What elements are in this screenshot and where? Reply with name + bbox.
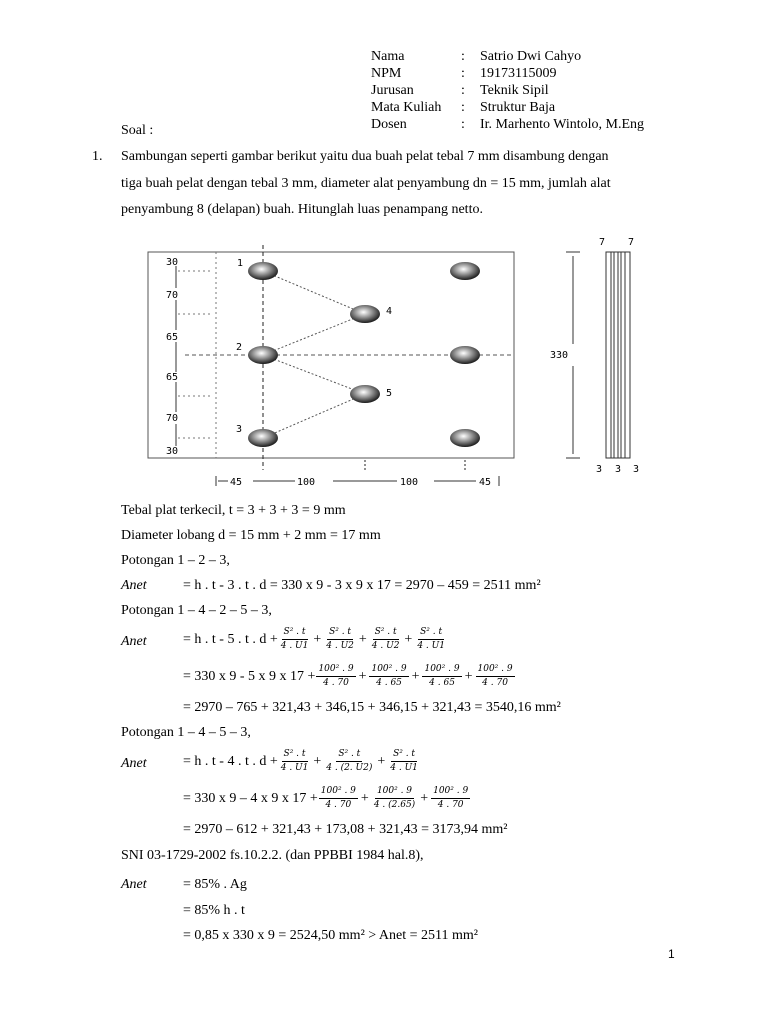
bolt-label-2: 2 xyxy=(236,342,243,353)
info-colon: : xyxy=(461,100,465,115)
dim-side-top-right: 7 xyxy=(628,237,635,248)
info-label-jurusan: Jurusan xyxy=(371,83,414,98)
info-value-dosen: Ir. Marhento Wintolo, M.Eng xyxy=(480,117,645,132)
fraction: $\frac{\text{S² . t}}{4 . U1}$ xyxy=(417,627,445,651)
dim-bottom-45-left: 45 xyxy=(230,477,243,488)
anet-label: Anet xyxy=(121,756,147,771)
sni-reference: SNI 03-1729-2002 fs.10.2.2. (dan PPBBI 1984 hal.8), xyxy=(121,848,424,863)
dim-left-65-bottom: 65 xyxy=(166,372,179,383)
cut-3-substitution xyxy=(183,786,471,811)
dim-bottom-100-right: 100 xyxy=(400,477,419,488)
info-label-nama: Nama xyxy=(371,49,405,64)
fraction: $\frac{\text{S² . t}}{4 . U1}$ xyxy=(280,749,309,773)
plus-sign: + xyxy=(377,753,386,769)
cut-3-title: Potongan 1 – 4 – 5 – 3, xyxy=(121,725,251,740)
dim-left-65-top: 65 xyxy=(166,332,179,343)
bolt-4 xyxy=(350,305,380,323)
bolt-8 xyxy=(450,429,480,447)
plus-sign: + xyxy=(464,668,473,684)
anet-label: Anet xyxy=(121,877,147,892)
dim-side-330: 330 xyxy=(550,350,569,361)
formula-prefix: = 330 x 9 – 4 x 9 x 17 + xyxy=(183,790,318,806)
cut-1-title: Potongan 1 – 2 – 3, xyxy=(121,553,230,568)
page-number: 1 xyxy=(668,947,675,961)
bolt-label-5: 5 xyxy=(386,388,393,399)
solution-thickness: Tebal plat terkecil, t = 3 + 3 + 3 = 9 mm xyxy=(121,503,346,518)
bolt-7 xyxy=(450,346,480,364)
anet-label: Anet xyxy=(121,634,147,649)
fraction: $\frac{\text{100² . 9}}{4 . 65}$ xyxy=(424,664,460,688)
dim-left-30-top: 30 xyxy=(166,257,179,268)
bolt-3 xyxy=(248,429,278,447)
dim-bottom-45-right: 45 xyxy=(479,477,492,488)
plus-sign: + xyxy=(360,790,369,806)
plus-sign: + xyxy=(358,631,367,647)
bolt-1 xyxy=(248,262,278,280)
bolt-6 xyxy=(450,262,480,280)
bolt-2 xyxy=(248,346,278,364)
plus-sign: + xyxy=(313,753,322,769)
bolt-label-4: 4 xyxy=(386,306,393,317)
info-value-npm: 19173115009 xyxy=(480,66,557,81)
info-label-npm: NPM xyxy=(371,66,402,81)
question-line-2: tiga buah pelat dengan tebal 3 mm, diameter alat penyambung dn = 15 mm, jumlah alat xyxy=(121,176,611,191)
dim-left-70-bottom: 70 xyxy=(166,413,179,424)
formula-prefix: = h . t - 5 . t . d + xyxy=(183,631,278,647)
dim-side-top-left: 7 xyxy=(599,237,606,248)
cut-2-title: Potongan 1 – 4 – 2 – 5 – 3, xyxy=(121,603,272,618)
bolt-5 xyxy=(350,385,380,403)
fraction: $\frac{\text{100² . 9}}{4 . 65}$ xyxy=(371,664,407,688)
info-colon: : xyxy=(461,66,465,81)
info-value-nama: Satrio Dwi Cahyo xyxy=(480,49,582,64)
sni-equation-3: = 0,85 x 330 x 9 = 2524,50 mm² > Anet = 2511 mm² xyxy=(183,928,478,943)
fraction: $\frac{\text{100² . 9}}{4 . 70}$ xyxy=(318,664,354,688)
cut-1-equation: = h . t - 3 . t . d = 330 x 9 - 3 x 9 x 17 = 2970 – 459 = 2511 mm² xyxy=(183,578,541,593)
formula-prefix: = h . t - 4 . t . d + xyxy=(183,753,278,769)
info-value-jurusan: Teknik Sipil xyxy=(480,83,549,98)
dim-bottom-100-left: 100 xyxy=(297,477,316,488)
info-colon: : xyxy=(461,83,465,98)
fraction: $\frac{\text{100² . 9}}{4 . 70}$ xyxy=(477,664,513,688)
connection-diagram xyxy=(140,228,660,490)
cut-2-substitution xyxy=(183,664,516,689)
fraction: $\frac{\text{100² . 9}}{4 . 70}$ xyxy=(320,786,356,810)
info-colon: : xyxy=(461,117,465,132)
bolt-label-3: 3 xyxy=(236,424,243,435)
cut-2-result: = 2970 – 765 + 321,43 + 346,15 + 346,15 + 321,43 = 3540,16 mm² xyxy=(183,700,561,715)
plus-sign: + xyxy=(411,668,420,684)
info-label-dosen: Dosen xyxy=(371,117,407,132)
dim-left-70-top: 70 xyxy=(166,290,179,301)
bolt-label-1: 1 xyxy=(237,258,244,269)
info-colon: : xyxy=(461,49,465,64)
plus-sign: + xyxy=(358,668,367,684)
anet-label: Anet xyxy=(121,578,147,593)
cut-2-formula xyxy=(183,627,448,652)
cut-3-formula xyxy=(183,749,421,774)
soal-label: Soal : xyxy=(121,123,154,138)
dim-side-bottom-1: 3 xyxy=(596,464,603,475)
dim-side-bottom-3: 3 xyxy=(633,464,640,475)
sni-equation-2: = 85% h . t xyxy=(183,903,245,918)
fraction: $\frac{\text{S² . t}}{4 . U1}$ xyxy=(280,627,309,651)
formula-prefix: = 330 x 9 - 5 x 9 x 17 + xyxy=(183,668,316,684)
fraction: $\frac{\text{S² . t}}{4 . U1}$ xyxy=(390,749,418,773)
cut-3-result: = 2970 – 612 + 321,43 + 173,08 + 321,43 = 3173,94 mm² xyxy=(183,822,508,837)
question-line-1: Sambungan seperti gambar berikut yaitu dua buah pelat tebal 7 mm disambung dengan xyxy=(121,149,609,164)
dim-left-30-bottom: 30 xyxy=(166,446,179,457)
plus-sign: + xyxy=(420,790,429,806)
fraction: $\frac{\text{S² . t}}{4 . (2. U2)}$ xyxy=(326,749,373,773)
question-number: 1. xyxy=(92,149,103,164)
side-view xyxy=(566,252,630,458)
dim-side-bottom-2: 3 xyxy=(615,464,622,475)
fraction: $\frac{\text{S² . t}}{4 . U2}$ xyxy=(371,627,400,651)
fraction: $\frac{\text{100² . 9}}{4 . (2.65)}$ xyxy=(373,786,416,810)
question-line-3: penyambung 8 (delapan) buah. Hitunglah luas penampang netto. xyxy=(121,202,483,217)
info-value-matakuliah: Struktur Baja xyxy=(480,100,556,115)
solution-hole-diameter: Diameter lobang d = 15 mm + 2 mm = 17 mm xyxy=(121,528,381,543)
fraction: $\frac{\text{100² . 9}}{4 . 70}$ xyxy=(433,786,469,810)
info-label-matakuliah: Mata Kuliah xyxy=(371,100,442,115)
sni-equation-1: = 85% . Ag xyxy=(183,877,247,892)
plus-sign: + xyxy=(404,631,413,647)
fraction: $\frac{\text{S² . t}}{4 . U2}$ xyxy=(326,627,354,651)
plus-sign: + xyxy=(313,631,322,647)
